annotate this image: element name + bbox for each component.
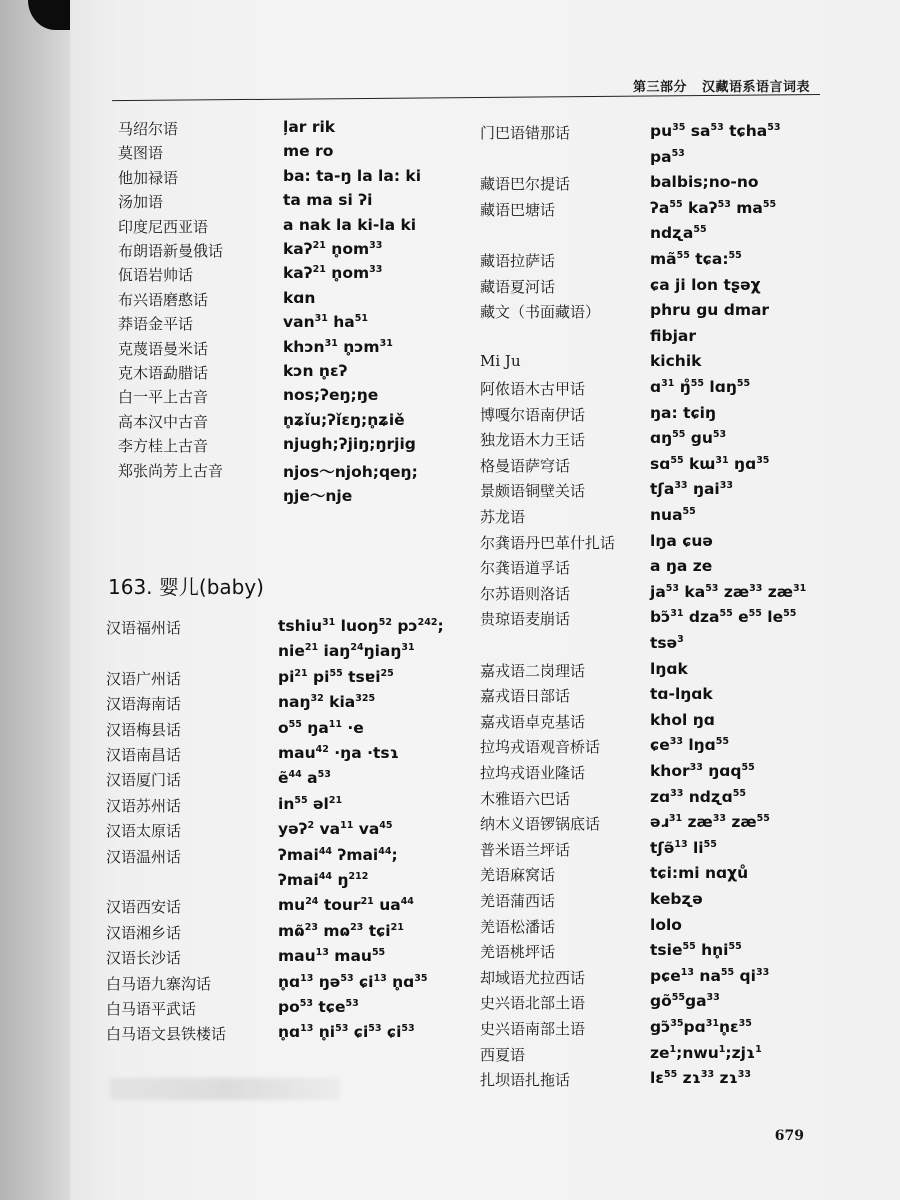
entry-language: 郑张尚芳上古音 bbox=[118, 461, 224, 480]
entry-form: njos～njoh;qeŋ; bbox=[283, 462, 418, 481]
entry-language: 尔龚语丹巴革什扎话 bbox=[480, 533, 616, 552]
entry-language: 藏语夏河话 bbox=[480, 277, 556, 296]
entry-language: 普米语兰坪话 bbox=[480, 840, 571, 859]
entry-form: a nak la ki-la ki bbox=[283, 215, 417, 234]
entry-form: nos;ʔeŋ;ŋe bbox=[283, 386, 379, 405]
entry-language: 独龙语木力王话 bbox=[480, 431, 586, 450]
entry-language: 白马语平武话 bbox=[106, 1000, 197, 1018]
entry-language: 印度尼西亚语 bbox=[118, 217, 209, 236]
entry-language: 尔苏语则洛话 bbox=[480, 584, 571, 603]
entry-language: Mi Ju bbox=[480, 352, 521, 371]
entry-form: gɔ̃$^{35}$pɑ$^{31}$n̥ɛ$^{35}$ bbox=[650, 1018, 752, 1037]
entry-language: 羌语桃坪话 bbox=[480, 943, 556, 962]
entry-form: kɑn bbox=[283, 288, 316, 307]
entry-form: nie$^{21}$ iaŋ$^{24}$ŋiaŋ$^{31}$ bbox=[278, 642, 415, 661]
entry-language: 嘉戎语卓克基话 bbox=[480, 712, 586, 731]
entry-language: 莽语金平话 bbox=[118, 315, 194, 334]
entry-form: n̥ɑ$^{13}$ ŋə$^{53}$ ɕi$^{13}$ n̥ɑ$^{35}$ bbox=[278, 972, 428, 991]
entry-language: 西夏语 bbox=[480, 1045, 526, 1064]
entry-form: $pa^{53}$ bbox=[650, 147, 685, 166]
entry-form: ʔa$^{55}$ kaʔ$^{53}$ $ma^{55}$ bbox=[650, 198, 777, 217]
entry-form: naŋ$^{32}$ kia$^{325}$ bbox=[278, 693, 376, 712]
entry-form: lɛ$^{55}$ zɿ$^{33}$ zɿ$^{33}$ bbox=[650, 1069, 751, 1088]
entry-form: kaʔ$^{21}$ $n̥om^{33}$ bbox=[283, 240, 383, 259]
entry-form: n̥ɑ$^{13}$ $n̥i^{53}$ ɕi$^{53}$ ɕi$^{53}$ bbox=[278, 1023, 415, 1042]
entry-language: 汤加语 bbox=[118, 193, 164, 212]
entry-form: $mã^{55}$ tɕa:$^{55}$ bbox=[650, 250, 742, 269]
entry-form: me ro bbox=[283, 142, 334, 161]
entry-form: ẽ$^{44}$ $a^{53}$ bbox=[278, 769, 331, 788]
entry-form: kebʐə bbox=[650, 890, 703, 908]
entry-form: njugh;ʔjiŋ;ŋrjig bbox=[283, 435, 416, 454]
entry-form: ɑ$^{31}$ ŋ̊$^{55}$ lɑŋ$^{55}$ bbox=[650, 378, 751, 397]
entry-form: phru gu dmar bbox=[650, 301, 770, 320]
entry-language: 格曼语萨穹话 bbox=[480, 456, 571, 475]
entry-language: 羌语蒲西话 bbox=[480, 892, 556, 910]
entry-language: 阿侬语木古甲话 bbox=[480, 380, 586, 398]
entry-language: 嘉戎语二岗理话 bbox=[480, 661, 586, 680]
header-part: 第三部分 bbox=[632, 80, 687, 95]
entry-language: 佤语岩帅话 bbox=[118, 266, 194, 285]
entry-language: 贵琼语麦崩话 bbox=[480, 610, 571, 629]
entry-form: tɑ-lŋɑk bbox=[650, 685, 713, 704]
entry-language: 白马语文县铁楼话 bbox=[106, 1025, 227, 1044]
entry-language: 汉语长沙话 bbox=[106, 949, 182, 968]
entry-language: 白马语九寨沟话 bbox=[106, 974, 212, 993]
entry-form: n̥ʑǐu;ʔǐɛŋ;n̥ʑiě bbox=[283, 410, 405, 429]
entry-form: ba: ta-ŋ la la: ki bbox=[283, 166, 422, 185]
entry-form: khol ŋɑ bbox=[650, 710, 715, 729]
entry-language: 藏语巴塘话 bbox=[480, 200, 556, 219]
entry-language: 纳木义语锣锅底话 bbox=[480, 815, 601, 834]
entry-language: 莫图语 bbox=[118, 144, 164, 163]
entry-language: 拉坞戎语观音桥话 bbox=[480, 738, 601, 757]
entry-form: kaʔ$^{21}$ $n̥om^{33}$ bbox=[283, 264, 383, 283]
entry-language: 汉语海南话 bbox=[106, 695, 182, 714]
entry-form: van$^{31}$ $ha^{51}$ bbox=[283, 313, 368, 332]
entry-language: 史兴语南部土语 bbox=[480, 1020, 586, 1038]
entry-language: 藏语拉萨话 bbox=[480, 252, 556, 270]
entry-form: sɑ$^{55}$ kɯ$^{31}$ ŋɑ$^{35}$ bbox=[650, 454, 770, 473]
entry-form: $in^{55}$ əl$^{21}$ bbox=[278, 794, 343, 813]
entry-form: $o^{55}$ $ŋa^{11} \cdot e$ bbox=[278, 718, 364, 737]
entry-form: ɑŋ$^{55}$ $gu^{53}$ bbox=[650, 429, 727, 448]
entry-language: 克蔑语曼米话 bbox=[118, 339, 209, 358]
entry-language: 苏龙语 bbox=[480, 508, 526, 526]
entry-form: əɹ$^{31}$ $zæ^{33}$ $zæ^{55}$ bbox=[650, 813, 770, 832]
entry-language: 景颇语铜壁关话 bbox=[480, 482, 586, 501]
entry-language: 汉语温州话 bbox=[106, 847, 182, 866]
entry-form: fibjar bbox=[650, 326, 697, 345]
entry-language: 汉语西安话 bbox=[106, 898, 182, 917]
entry-language: 博嘎尔语南伊话 bbox=[480, 405, 586, 424]
entry-form: ɕa ji lon tʂəχ bbox=[650, 275, 761, 294]
entry-language: 扎坝语扎拖话 bbox=[480, 1071, 571, 1090]
entry-language: 史兴语北部土语 bbox=[480, 994, 586, 1013]
entry-form: kɔn n̥ɛʔ bbox=[283, 362, 348, 380]
entry-language: 汉语梅县话 bbox=[106, 720, 182, 739]
entry-form: lolo bbox=[650, 915, 682, 934]
entry-form: kichik bbox=[650, 352, 702, 371]
entry-form: tɕi:mi nɑχů bbox=[650, 864, 749, 883]
entry-form: $pi^{21}$ $pi^{55}$ tsɐi$^{25}$ bbox=[278, 667, 394, 686]
entry-form: $ja^{53}$ $ka^{53}$ $zæ^{33}$ $zæ^{31}$ bbox=[650, 582, 807, 601]
entry-form: lŋa ɕuə bbox=[650, 531, 713, 550]
entry-language: 白一平上古音 bbox=[118, 388, 209, 407]
entry-form: mau$^{42}$ ·ŋa ·tsɿ bbox=[278, 744, 399, 763]
entry-language: 羌语松潘话 bbox=[480, 917, 556, 936]
show-through-bleed bbox=[110, 1078, 340, 1100]
running-header bbox=[623, 76, 810, 95]
entry-form: tsə$^3$ bbox=[650, 634, 684, 653]
entry-language: 却域语尤拉西话 bbox=[480, 968, 586, 987]
entry-language: 藏文（书面藏语） bbox=[480, 303, 601, 322]
entry-form: lŋɑk bbox=[650, 659, 688, 678]
entry-form: bɔ̃$^{31}$ dza$^{55}$ $e^{55}$ $le^{55}$ bbox=[650, 608, 797, 627]
header-title: 汉藏语系语言词表 bbox=[701, 80, 810, 95]
entry-language: 汉语广州话 bbox=[106, 669, 182, 688]
entry-form: ʔmai$^{44}$ ʔmai$^{44}$; bbox=[278, 845, 398, 864]
entry-form: mau$^{13}$ mau$^{55}$ bbox=[278, 947, 386, 966]
page-number: 679 bbox=[774, 1128, 804, 1144]
entry-form: tʃa$^{33}$ ŋai$^{33}$ bbox=[650, 480, 733, 499]
entry-language: 汉语湘乡话 bbox=[106, 923, 182, 942]
entry-form: khɔn$^{31}$ n̥ɔm$^{31}$ bbox=[283, 337, 393, 356]
entry-form: ta ma si ʔi bbox=[283, 191, 373, 210]
entry-form: $mu^{24}$ tour$^{21}$ $ua^{44}$ bbox=[278, 896, 414, 915]
entry-language: 羌语麻窝话 bbox=[480, 866, 556, 885]
entry-form: pɕe$^{13}$ $na^{55}$ $qi^{33}$ bbox=[650, 966, 770, 985]
entry-language: 克木语勐腊话 bbox=[118, 364, 209, 382]
entry-language: 布兴语磨憨话 bbox=[118, 290, 209, 309]
entry-form: ŋa: tɕiŋ bbox=[650, 403, 717, 422]
entry-form: mɷ̃$^{23}$ mɷ$^{23}$ tɕi$^{21}$ bbox=[278, 921, 404, 940]
entry-form: tʃə̃$^{13}$ $li^{55}$ bbox=[650, 838, 717, 857]
entry-language: 尔龚语道孚话 bbox=[480, 559, 571, 578]
entry-form: tsie$^{55}$ $hn̥i^{55}$ bbox=[650, 941, 742, 960]
entry-language: 汉语厦门话 bbox=[106, 771, 182, 790]
entry-form: ndʐa$^{55}$ bbox=[650, 224, 707, 243]
entry-language: 他加禄语 bbox=[118, 168, 179, 187]
entry-form: a ŋa ze bbox=[650, 557, 713, 576]
entry-form: nua$^{55}$ bbox=[650, 506, 696, 525]
entry-language: 藏语巴尔提话 bbox=[480, 175, 571, 194]
section-heading: 163. 婴儿(baby) bbox=[108, 575, 264, 599]
entry-form: ʔmai$^{44}$ $ŋ^{212}$ bbox=[278, 871, 369, 890]
entry-form: $po^{53}$ tɕe$^{53}$ bbox=[278, 998, 359, 1017]
entry-language: 汉语南昌话 bbox=[106, 746, 182, 764]
entry-language: 门巴语错那话 bbox=[480, 124, 571, 142]
entry-language: 木雅语六巴话 bbox=[480, 789, 571, 808]
entry-language: 汉语福州话 bbox=[106, 619, 182, 637]
entry-form: tshiu$^{31}$ luoŋ$^{52}$ pɔ$^{242}$; bbox=[278, 617, 444, 636]
entry-language: 嘉戎语日部话 bbox=[480, 687, 571, 706]
entry-form: khor$^{33}$ ŋɑq$^{55}$ bbox=[650, 762, 755, 781]
entry-language: 李方桂上古音 bbox=[118, 437, 209, 456]
entry-language: 高本汉中古音 bbox=[118, 412, 209, 431]
entry-form: balbis;no-no bbox=[650, 173, 759, 192]
entry-language: 拉坞戎语业隆话 bbox=[480, 764, 586, 782]
entry-form: ɕe$^{33}$ lŋɑ$^{55}$ bbox=[650, 736, 730, 755]
entry-language: 布朗语新曼俄话 bbox=[118, 242, 224, 260]
entry-language: 汉语苏州话 bbox=[106, 796, 182, 815]
entry-form: yəʔ$^2$ $va^{11}$ $va^{45}$ bbox=[278, 820, 393, 839]
entry-form: ļar rik bbox=[283, 118, 336, 136]
entry-form: zɑ$^{33}$ ndʐɑ$^{55}$ bbox=[650, 787, 746, 806]
entry-form: $gõ^{55}ga^{33}$ bbox=[650, 992, 720, 1011]
entry-form: $ze^1;nwu^1;zjɿ^1$ bbox=[650, 1043, 762, 1062]
entry-language: 汉语太原话 bbox=[106, 822, 182, 841]
entry-language: 马绍尔语 bbox=[118, 120, 179, 138]
entry-form: $pu^{35}$ $sa^{53}$ tɕha$^{53}$ bbox=[650, 122, 781, 141]
entry-form: ŋje～nje bbox=[283, 487, 353, 505]
